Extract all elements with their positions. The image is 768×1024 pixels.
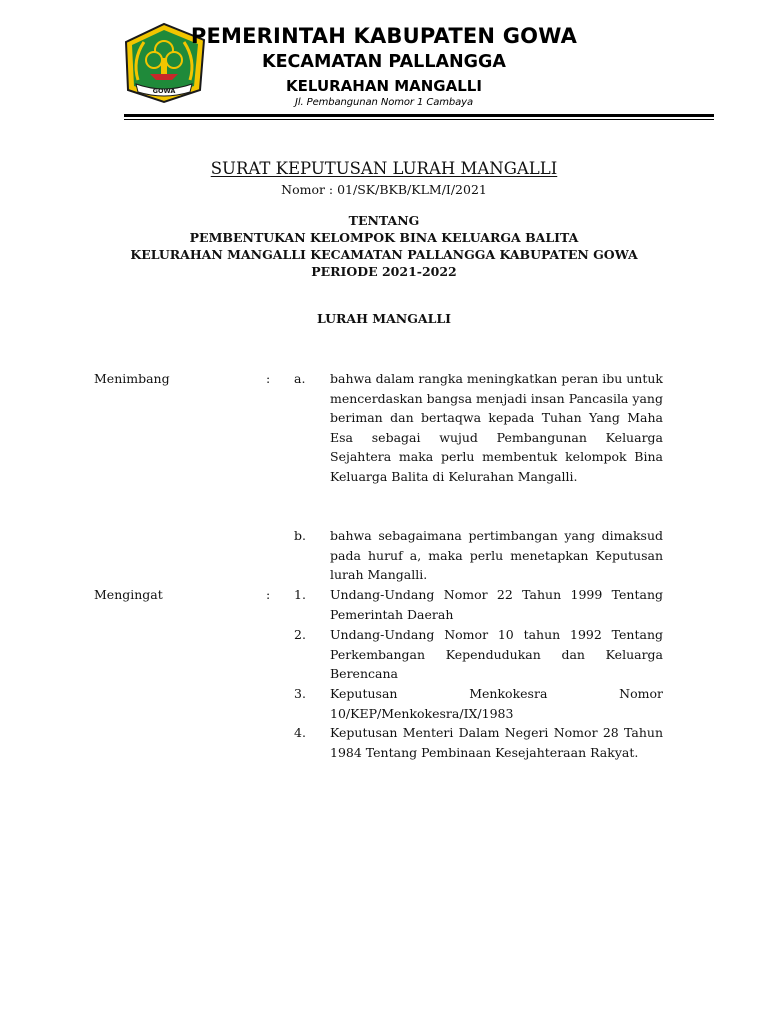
- list-item: Undang-Undang Nomor 22 Tahun 1999 Tentang Pemerintah Daerah: [330, 587, 663, 622]
- item-mark: 3.: [294, 686, 306, 701]
- item-mark: a.: [294, 371, 306, 386]
- list-item: bahwa sebagaimana pertimbangan yang dimaksud pada huruf a, maka perlu menetapkan Keputusan lurah Mangalli.: [330, 528, 663, 582]
- section-label-mengingat: Mengingat: [94, 587, 163, 602]
- about-line: PERIODE 2021-2022: [311, 264, 457, 279]
- letterhead-text: [180, 22, 588, 110]
- about-heading: TENTANG: [348, 213, 420, 228]
- letterhead-regency: PEMERINTAH KABUPATEN GOWA: [190, 24, 578, 48]
- item-mark: 2.: [294, 627, 306, 642]
- document-number: Nomor : 01/SK/BKB/KLM/I/2021: [281, 182, 487, 197]
- letterhead: [0, 0, 768, 124]
- section-label-menimbang: Menimbang: [94, 371, 170, 386]
- document-title: SURAT KEPUTUSAN LURAH MANGALLI: [210, 159, 558, 178]
- svg-text:GOWA: GOWA: [152, 87, 176, 95]
- section-colon: :: [266, 587, 271, 602]
- item-mark: 1.: [294, 587, 306, 602]
- letterhead-address: Jl. Pembangunan Nomor 1 Cambaya: [294, 97, 474, 108]
- list-item: Keputusan Menteri Dalam Negeri Nomor 28 Tahun 1984 Tentang Pembinaan Kesejahteraan Rakyat.: [330, 725, 663, 760]
- official-heading: LURAH MANGALLI: [316, 311, 451, 326]
- section-colon: :: [266, 371, 271, 386]
- letterhead-village: KELURAHAN MANGALLI: [286, 77, 482, 95]
- about-line: KELURAHAN MANGALLI KECAMATAN PALLANGGA KABUPATEN GOWA: [130, 247, 638, 262]
- item-mark: 4.: [294, 725, 306, 740]
- letterhead-rule-thick: [124, 114, 714, 117]
- about-line: PEMBENTUKAN KELOMPOK BINA KELUARGA BALITA: [189, 230, 579, 245]
- letterhead-rule-thin: [124, 119, 714, 120]
- letterhead-district: KECAMATAN PALLANGGA: [262, 52, 506, 72]
- list-item: Undang-Undang Nomor 10 tahun 1992 Tentang Perkembangan Kependudukan dan Keluarga Berencana: [330, 627, 663, 681]
- list-item: bahwa dalam rangka meningkatkan peran ibu untuk mencerdaskan bangsa menjadi insan Pancasila yang beriman dan bertaqwa kepada Tuhan Yang Maha Esa sebagai wujud Pembangunan Keluarga Sejahtera maka perlu membentuk kelompok Bina Keluarga Balita di Kelurahan Mangalli.: [330, 371, 663, 484]
- item-mark: b.: [294, 528, 306, 543]
- document-about: [0, 212, 768, 280]
- list-item: Keputusan Menkokesra Nomor 10/KEP/Menkokesra/IX/1983: [330, 686, 663, 721]
